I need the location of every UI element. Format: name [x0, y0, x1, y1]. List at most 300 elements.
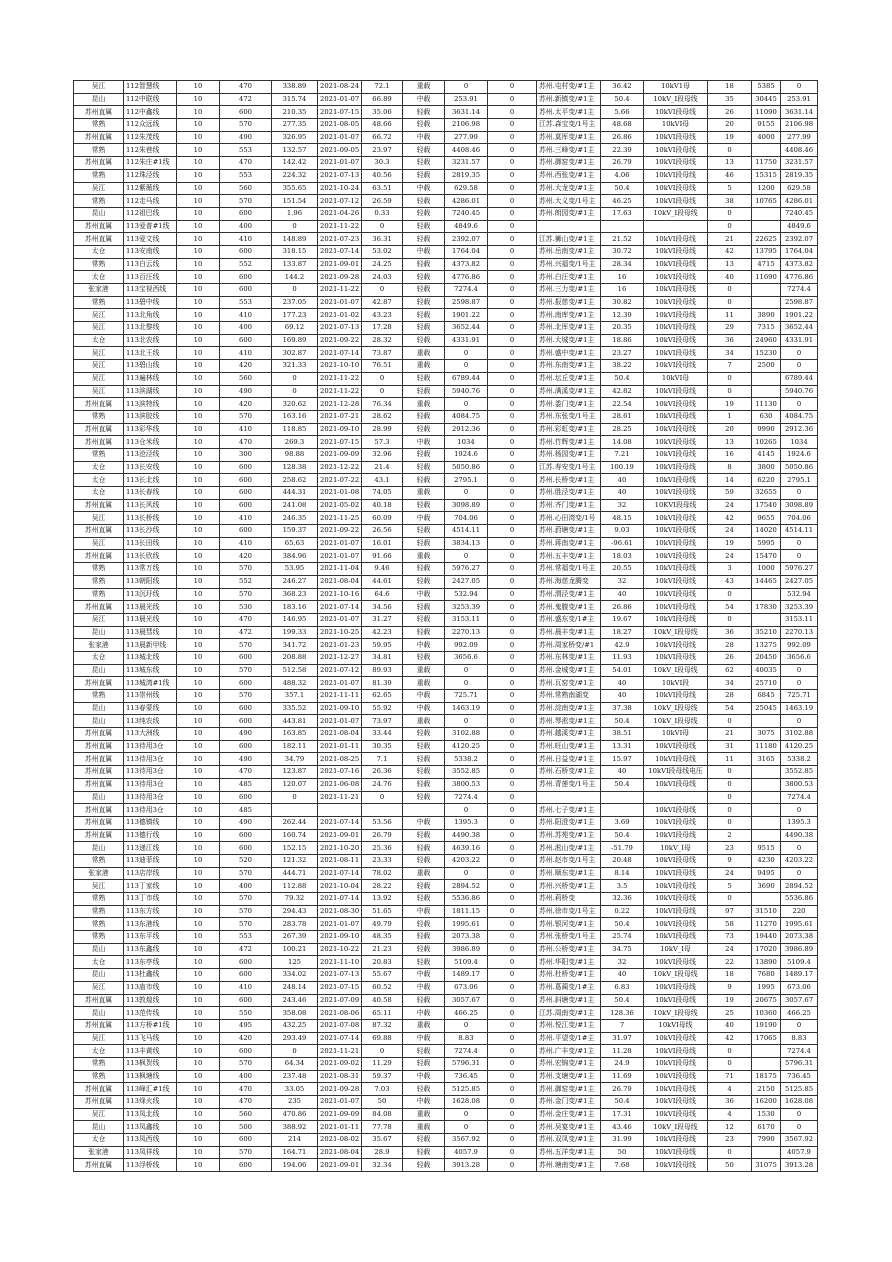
- table-cell: 2021-08-11: [318, 854, 362, 867]
- table-cell: 轻载: [403, 537, 445, 550]
- table-cell: 3800.53: [781, 778, 818, 791]
- table-row: [74, 1070, 818, 1083]
- table-cell: 昆山: [74, 93, 124, 106]
- table-cell: 苏州.金门变/#1主: [537, 1096, 601, 1109]
- table-cell: 5050.86: [445, 461, 488, 474]
- table-cell: 43.1: [362, 474, 403, 487]
- table-cell: 600: [220, 1134, 272, 1147]
- table-cell: 0: [488, 499, 537, 512]
- table-cell: 600: [220, 842, 272, 855]
- table-cell: 轻载: [403, 778, 445, 791]
- table-cell: 3567.92: [781, 1134, 818, 1147]
- table-cell: 10: [177, 1121, 220, 1134]
- table-cell: 132.57: [272, 144, 318, 157]
- table-cell: 20: [708, 423, 752, 436]
- table-cell: 4331.91: [445, 334, 488, 347]
- table-cell: 7240.45: [445, 207, 488, 220]
- table-cell: 0: [488, 575, 537, 588]
- table-cell: 10kVⅠ段母线: [644, 169, 708, 182]
- table-cell: 昆山: [74, 842, 124, 855]
- table-cell: 9: [708, 854, 752, 867]
- table-cell: 384.96: [272, 550, 318, 563]
- table-cell: 10: [177, 207, 220, 220]
- table-cell: 10kVI段母线: [644, 639, 708, 652]
- table-cell: 3631.14: [781, 106, 818, 119]
- table-cell: 0: [488, 588, 537, 601]
- table-cell: 3552.85: [781, 766, 818, 779]
- table-cell: 7.68: [601, 1159, 644, 1172]
- table-cell: 14.08: [601, 436, 644, 449]
- table-cell: 4057.9: [445, 1146, 488, 1159]
- table-cell: 10: [177, 220, 220, 233]
- table-cell: 轻载: [403, 410, 445, 423]
- table-cell: 2270.13: [445, 626, 488, 639]
- table-cell: 10: [177, 537, 220, 550]
- table-cell: 113北农线: [124, 334, 177, 347]
- table-cell: 159.37: [272, 525, 318, 538]
- table-cell: 10kVⅠ段母线: [644, 385, 708, 398]
- table-cell: 5338.2: [781, 753, 818, 766]
- table-cell: 133.87: [272, 258, 318, 271]
- table-cell: 194.06: [272, 1159, 318, 1172]
- table-cell: 3253.39: [445, 601, 488, 614]
- table-cell: 5976.27: [445, 563, 488, 576]
- table-cell: 10kVⅠ段母线: [644, 322, 708, 335]
- table-cell: 113丁市线: [124, 893, 177, 906]
- table-cell: 18.03: [601, 550, 644, 563]
- table-cell: 60.09: [362, 512, 403, 525]
- table-cell: 轻载: [403, 296, 445, 309]
- table-cell: 苏州.兴桥变/#1主: [537, 880, 601, 893]
- table-cell: 0: [488, 613, 537, 626]
- table-cell: 0: [488, 93, 537, 106]
- table-cell: 重载: [403, 1019, 445, 1032]
- table-cell: 5: [708, 182, 752, 195]
- table-cell: 21: [708, 728, 752, 741]
- table-cell: 苏州直属: [74, 753, 124, 766]
- table-row: [74, 867, 818, 880]
- table-cell: 0: [272, 220, 318, 233]
- table-cell: 42: [708, 1032, 752, 1045]
- table-cell: 昆山: [74, 943, 124, 956]
- table-cell: 苏州.徐市变/1号主: [537, 905, 601, 918]
- table-cell: 10: [177, 664, 220, 677]
- table-row: [74, 766, 818, 779]
- table-cell: 55.92: [362, 702, 403, 715]
- table-cell: 10265: [752, 436, 781, 449]
- table-cell: 113长北线: [124, 474, 177, 487]
- table-cell: 26.79: [601, 157, 644, 170]
- table-cell: 轻载: [403, 740, 445, 753]
- table-cell: 10kVI母: [644, 728, 708, 741]
- table-cell: 2021-07-13: [318, 169, 362, 182]
- table-cell: 4639.16: [445, 842, 488, 855]
- table-cell: 1000: [752, 563, 781, 576]
- table-cell: 112紫薇线: [124, 182, 177, 195]
- table-cell: 苏州直属: [74, 740, 124, 753]
- table-cell: 10kVI段母线: [644, 1108, 708, 1121]
- table-cell: 10: [177, 969, 220, 982]
- table-cell: 10: [177, 994, 220, 1007]
- table-cell: 10: [177, 360, 220, 373]
- table-cell: 28.25: [601, 423, 644, 436]
- table-cell: 苏州.东南变/#1主: [537, 360, 601, 373]
- table-cell: 2021-10-22: [318, 943, 362, 956]
- table-cell: 62.65: [362, 690, 403, 703]
- table-cell: 张家港: [74, 867, 124, 880]
- table-cell: 0: [488, 1045, 537, 1058]
- table-row: [74, 588, 818, 601]
- table-cell: 轻载: [403, 271, 445, 284]
- table-cell: 7274.4: [781, 1045, 818, 1058]
- table-cell: 苏州.满溪变/#1主: [537, 385, 601, 398]
- table-cell: 0: [488, 893, 537, 906]
- table-cell: 25045: [752, 702, 781, 715]
- table-cell: 苏州.娄门变/#1主: [537, 398, 601, 411]
- table-row: [74, 728, 818, 741]
- table-cell: 490: [220, 385, 272, 398]
- table-cell: 0: [708, 1146, 752, 1159]
- table-cell: 苏州.鬼腹变/#1主: [537, 601, 601, 614]
- table-cell: 490: [220, 728, 272, 741]
- table-cell: 18: [708, 969, 752, 982]
- table-cell: 34: [708, 347, 752, 360]
- table-cell: 35.06: [362, 106, 403, 119]
- table-cell: 100.21: [272, 943, 318, 956]
- table-cell: 轻载: [403, 1057, 445, 1070]
- table-cell: 113北角线: [124, 309, 177, 322]
- table-cell: 0: [708, 207, 752, 220]
- table-cell: 420: [220, 398, 272, 411]
- table-cell: 苏州.日益变/#1主: [537, 753, 601, 766]
- table-cell: 4: [708, 1083, 752, 1096]
- table-cell: 42: [708, 245, 752, 258]
- table-cell: 630: [752, 410, 781, 423]
- table-cell: 0: [272, 791, 318, 804]
- table-cell: 50.4: [601, 994, 644, 1007]
- table-cell: 50: [601, 1146, 644, 1159]
- table-cell: 23.33: [362, 854, 403, 867]
- table-cell: 17065: [752, 1032, 781, 1045]
- table-cell: 2021-08-04: [318, 1146, 362, 1159]
- table-cell: 0: [488, 651, 537, 664]
- table-cell: 0: [445, 347, 488, 360]
- table-cell: 10kVⅠ段母线: [644, 651, 708, 664]
- table-cell: 16200: [752, 1096, 781, 1109]
- table-cell: 2021-08-04: [318, 728, 362, 741]
- table-cell: 中载: [403, 93, 445, 106]
- table-cell: 0: [272, 284, 318, 297]
- table-cell: 113凤北线: [124, 1108, 177, 1121]
- table-cell: 苏州.御窑变/#1主: [537, 1083, 601, 1096]
- table-cell: 苏州.常熟南湖变: [537, 690, 601, 703]
- table-cell: 31.97: [601, 1032, 644, 1045]
- table-cell: 22: [708, 956, 752, 969]
- table-cell: 2021-04-26: [318, 207, 362, 220]
- table-cell: 32: [601, 499, 644, 512]
- table-cell: 600: [220, 474, 272, 487]
- table-cell: 277.35: [272, 119, 318, 132]
- table-cell: 苏州.竹辉变/#1主: [537, 436, 601, 449]
- table-cell: 轻载: [403, 956, 445, 969]
- table-cell: 600: [220, 271, 272, 284]
- table-cell: 2021-11-21: [318, 791, 362, 804]
- table-cell: 0: [445, 804, 488, 817]
- table-cell: 10: [177, 842, 220, 855]
- table-cell: 16: [601, 271, 644, 284]
- table-cell: 4145: [752, 448, 781, 461]
- table-cell: 20675: [752, 994, 781, 1007]
- table-cell: 5.66: [601, 106, 644, 119]
- table-cell: 3986.89: [445, 943, 488, 956]
- table-cell: 0: [488, 119, 537, 132]
- table-cell: 8.83: [445, 1032, 488, 1045]
- table-cell: 3631.14: [445, 106, 488, 119]
- table-cell: 2021-01-07: [318, 677, 362, 690]
- table-cell: 3165: [752, 753, 781, 766]
- table-cell: 轻载: [403, 829, 445, 842]
- table-cell: 113城湾#1线: [124, 677, 177, 690]
- table-cell: 19: [708, 537, 752, 550]
- table-cell: 570: [220, 588, 272, 601]
- table-cell: 10kVⅠ段母线: [644, 550, 708, 563]
- table-cell: 轻载: [403, 728, 445, 741]
- table-cell: 10kV_Ⅰ段母线: [644, 207, 708, 220]
- table-cell: 0: [488, 436, 537, 449]
- table-cell: 25: [708, 1007, 752, 1020]
- table-cell: 10kVⅠ段母线: [644, 1045, 708, 1058]
- table-cell: 2021-01-11: [318, 1121, 362, 1134]
- table-cell: 10kV_Ⅰ段母线: [644, 702, 708, 715]
- table-cell: 3231.57: [781, 157, 818, 170]
- table-cell: 26.56: [362, 525, 403, 538]
- table-cell: 1628.08: [445, 1096, 488, 1109]
- table-row: [74, 550, 818, 563]
- table-cell: 992.09: [781, 639, 818, 652]
- table-cell: 昆山: [74, 791, 124, 804]
- table-cell: 苏州.彩虹变/#1主: [537, 423, 601, 436]
- table-cell: 520: [220, 854, 272, 867]
- table-cell: 113城北线: [124, 651, 177, 664]
- table-cell: 253.91: [781, 93, 818, 106]
- table-cell: 0: [708, 372, 752, 385]
- table-cell: 40.58: [362, 994, 403, 1007]
- table-cell: 113待用3仓: [124, 766, 177, 779]
- table-cell: 轻载: [403, 448, 445, 461]
- table-cell: 10: [177, 182, 220, 195]
- table-cell: 苏州.银河变/#1主: [537, 918, 601, 931]
- table-cell: 210.35: [272, 106, 318, 119]
- table-cell: 13: [708, 436, 752, 449]
- table-cell: 177.23: [272, 309, 318, 322]
- table-cell: 152.15: [272, 842, 318, 855]
- table-cell: 113北黎线: [124, 322, 177, 335]
- table-cell: 常熟: [74, 1070, 124, 1083]
- table-cell: 736.45: [781, 1070, 818, 1083]
- table-cell: 0: [708, 804, 752, 817]
- table-cell: 21: [708, 233, 752, 246]
- table-cell: 8.14: [601, 867, 644, 880]
- table-cell: 14465: [752, 575, 781, 588]
- table-cell: 苏州.杨园变/#1主: [537, 448, 601, 461]
- table-cell: 0: [708, 715, 752, 728]
- table-cell: 4514.11: [445, 525, 488, 538]
- table-cell: 太仓: [74, 245, 124, 258]
- table-cell: 113凤祥线: [124, 1146, 177, 1159]
- table-cell: 轻载: [403, 284, 445, 297]
- table-cell: 10: [177, 385, 220, 398]
- table-cell: 28.9: [362, 1146, 403, 1159]
- table-cell: 25.36: [362, 842, 403, 855]
- table-cell: 2021-10-16: [318, 588, 362, 601]
- table-cell: 苏州.阳澄变/#1主: [537, 816, 601, 829]
- table-cell: 470: [220, 436, 272, 449]
- table-cell: 苏州.白汪变/#1主: [537, 271, 601, 284]
- table-cell: 2021-11-11: [318, 690, 362, 703]
- table-row: [74, 931, 818, 944]
- table-cell: 0: [362, 385, 403, 398]
- table-row: [74, 842, 818, 855]
- table-cell: 7274.4: [781, 791, 818, 804]
- table-cell: [537, 791, 601, 804]
- table-cell: 470: [220, 1083, 272, 1096]
- table-cell: 1995.61: [781, 918, 818, 931]
- table-cell: 苏州.胜泾变/#1主: [537, 487, 601, 500]
- table-cell: 19190: [752, 1019, 781, 1032]
- table-cell: 2021-09-01: [318, 258, 362, 271]
- table-cell: 1811.15: [445, 905, 488, 918]
- table-cell: 48.35: [362, 931, 403, 944]
- table-row: [74, 537, 818, 550]
- table-cell: 16: [708, 448, 752, 461]
- table-row: [74, 702, 818, 715]
- table-cell: 2598.87: [781, 296, 818, 309]
- table-cell: 10: [177, 93, 220, 106]
- table-cell: 0: [708, 588, 752, 601]
- table-cell: 294.43: [272, 905, 318, 918]
- table-cell: 113城东线: [124, 664, 177, 677]
- table-row: [74, 956, 818, 969]
- table-cell: 148.89: [272, 233, 318, 246]
- table-cell: 0: [445, 1121, 488, 1134]
- table-cell: 重载: [403, 81, 445, 94]
- table-cell: 13795: [752, 245, 781, 258]
- table-cell: 0: [488, 753, 537, 766]
- table-cell: 14: [708, 474, 752, 487]
- table-cell: 59.95: [362, 639, 403, 652]
- table-cell: 苏州.旺山变/#1主: [537, 740, 601, 753]
- table-cell: 苏州.金城变/#1主: [537, 664, 601, 677]
- table-row: [74, 804, 818, 817]
- table-cell: 470: [220, 157, 272, 170]
- table-cell: 张家港: [74, 284, 124, 297]
- table-cell: 2021-07-13: [318, 969, 362, 982]
- table-cell: 40035: [752, 664, 781, 677]
- table-cell: 3075: [752, 728, 781, 741]
- table-cell: 0: [488, 639, 537, 652]
- table-cell: 0: [488, 245, 537, 258]
- table-cell: 0: [488, 233, 537, 246]
- table-cell: 0: [488, 867, 537, 880]
- table-cell: 10: [177, 398, 220, 411]
- table-cell: 4849.6: [445, 220, 488, 233]
- table-cell: 2021-01-07: [318, 93, 362, 106]
- table-cell: 1034: [781, 436, 818, 449]
- table-cell: 20.55: [601, 563, 644, 576]
- table-cell: 苏州直属: [74, 436, 124, 449]
- table-cell: 轻载: [403, 880, 445, 893]
- table-cell: [644, 791, 708, 804]
- table-cell: 苏州.御窑变/#1主: [537, 157, 601, 170]
- table-cell: 轻载: [403, 220, 445, 233]
- table-cell: 苏州.蒋南变/#1主: [537, 537, 601, 550]
- table-cell: 1628.08: [781, 1096, 818, 1109]
- table-cell: 32.34: [362, 1159, 403, 1172]
- table-cell: 中载: [403, 969, 445, 982]
- table-row: [74, 334, 818, 347]
- table-cell: 3552.85: [445, 766, 488, 779]
- table-cell: 10kVⅠ段母线: [644, 233, 708, 246]
- table-cell: 轻载: [403, 931, 445, 944]
- table-cell: 0: [488, 144, 537, 157]
- table-cell: 苏州.顺东变/#1主: [537, 867, 601, 880]
- table-cell: 苏州.朗园变/#1主: [537, 207, 601, 220]
- table-cell: 400: [220, 322, 272, 335]
- table-cell: 10kVⅠ段母线: [644, 1057, 708, 1070]
- table-cell: 53.02: [362, 245, 403, 258]
- table-cell: 4849.6: [781, 220, 818, 233]
- table-cell: 2021-09-22: [318, 334, 362, 347]
- table-cell: 113丰黄线: [124, 1045, 177, 1058]
- table-cell: 10: [177, 322, 220, 335]
- table-cell: 10kVI段母线: [644, 1146, 708, 1159]
- table-cell: 10kVⅠ段母线: [644, 753, 708, 766]
- table-cell: 4057.9: [781, 1146, 818, 1159]
- table-cell: 2021-07-14: [318, 816, 362, 829]
- table-cell: 60.52: [362, 981, 403, 994]
- table-cell: 苏州直属: [74, 766, 124, 779]
- table-cell: 113晨彗线: [124, 626, 177, 639]
- table-cell: 113长田线: [124, 537, 177, 550]
- table-cell: 13.31: [601, 740, 644, 753]
- table-cell: 0: [781, 487, 818, 500]
- table-cell: 79.32: [272, 893, 318, 906]
- table-cell: [752, 613, 781, 626]
- table-cell: 10kVⅠ段母线: [644, 271, 708, 284]
- table-cell: 2021-01-07: [318, 296, 362, 309]
- table-cell: 轻载: [403, 372, 445, 385]
- table-cell: 470: [220, 1096, 272, 1109]
- table-cell: 2392.07: [781, 233, 818, 246]
- table-cell: 78.02: [362, 867, 403, 880]
- table-cell: 0: [488, 106, 537, 119]
- table-row: [74, 740, 818, 753]
- table-cell: 31.27: [362, 613, 403, 626]
- table-row: [74, 626, 818, 639]
- table-cell: 54.01: [601, 664, 644, 677]
- table-cell: 24: [708, 867, 752, 880]
- table-cell: 2021-09-22: [318, 525, 362, 538]
- table-cell: 苏州.琴淞变/#1主: [537, 715, 601, 728]
- table-cell: 3057.67: [445, 994, 488, 1007]
- table-row: [74, 499, 818, 512]
- table-cell: 10kVⅠ段母线: [644, 448, 708, 461]
- table-cell: 中载: [403, 1096, 445, 1109]
- table-cell: 0: [488, 563, 537, 576]
- table-row: [74, 994, 818, 1007]
- table-cell: 10kVⅠ母线: [644, 1019, 708, 1032]
- table-cell: 10kVI母: [644, 372, 708, 385]
